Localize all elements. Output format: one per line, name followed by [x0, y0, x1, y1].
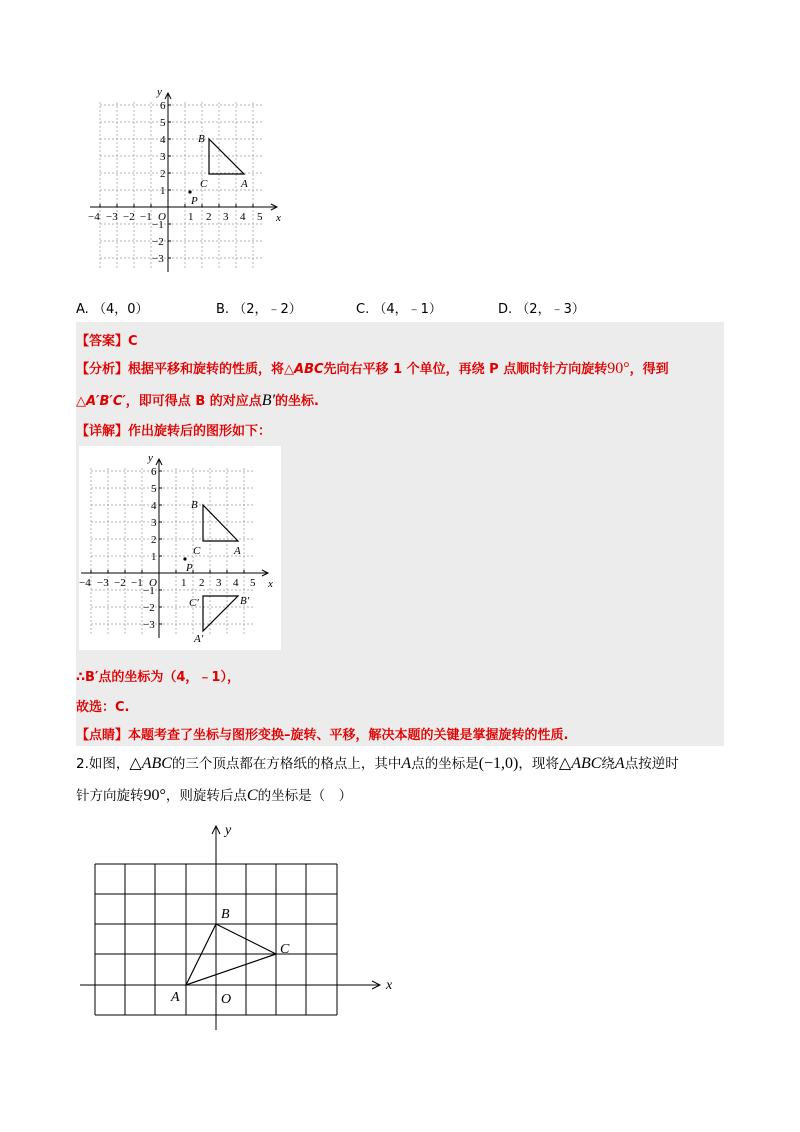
x-tick-label: 4	[233, 577, 239, 589]
detail-line: 【详解】作出旋转后的图形如下：	[76, 424, 272, 439]
label-b-prime: B′	[240, 595, 250, 607]
label-b: B	[191, 499, 198, 511]
triangle-abc	[209, 139, 244, 174]
graph-2	[79, 446, 281, 650]
x-tick-label: 1	[181, 577, 187, 589]
y-tick-label: 4	[151, 500, 157, 512]
x-axis-label: x	[386, 978, 393, 993]
graph-1	[88, 80, 288, 280]
point-p	[183, 557, 186, 560]
label-a: A	[234, 545, 241, 557]
x-tick-label: 2	[199, 577, 205, 589]
x-tick-label: −4	[88, 211, 100, 223]
answer-options	[76, 298, 716, 318]
y-axis-label: y	[157, 86, 162, 98]
y-tick-label: −1	[152, 219, 164, 231]
grid-2	[91, 468, 254, 634]
option-a[interactable]: A. （4，0）	[76, 302, 149, 317]
label-c: C	[280, 942, 290, 957]
y-tick-label: −2	[152, 236, 164, 248]
x-tick-label: 3	[216, 577, 222, 589]
y-tick-label: −3	[152, 253, 164, 265]
y-tick-label: 3	[151, 517, 157, 529]
x-tick-label: 1	[188, 211, 194, 223]
graph-3	[80, 820, 400, 1032]
origin-label: O	[149, 577, 157, 589]
comment-line: 【点睛】本题考查了坐标与图形变换–旋转、平移，解决本题的关键是掌握旋转的性质.	[76, 728, 569, 743]
y-tick-label: 2	[151, 534, 157, 546]
x-tick-label: 3	[223, 211, 229, 223]
label-a: A	[171, 990, 180, 1005]
y-tick-label: 6	[160, 100, 166, 112]
y-axis-label: y	[225, 823, 232, 838]
x-tick-label: 5	[250, 577, 256, 589]
y-tick-label: 1	[151, 551, 157, 563]
y-tick-label: 2	[160, 168, 166, 180]
label-b: B	[221, 907, 230, 922]
x-tick-label: −3	[97, 577, 109, 589]
label-c: C	[200, 178, 208, 190]
x-axis-label: x	[268, 578, 273, 590]
x-tick-label: −2	[123, 211, 135, 223]
x-axis-label: x	[276, 212, 281, 224]
y-tick-label: −1	[143, 585, 155, 597]
x-tick-label: −1	[140, 211, 152, 223]
y-tick-label: 5	[151, 483, 157, 495]
triangle-abc-rotated	[203, 596, 238, 631]
origin-label: O	[158, 211, 166, 223]
y-tick-label: 5	[160, 117, 166, 129]
label-o: O	[221, 992, 232, 1007]
label-c-prime: C′	[189, 597, 199, 609]
question-2-line-1: 2.如图，△ABC的三个顶点都在方格纸的格点上，其中A点的坐标是(−1,0)，现将△ABC绕A点按逆时	[76, 755, 679, 772]
label-b: B	[198, 133, 205, 145]
option-c[interactable]: C. （4，﹣1）	[356, 302, 442, 317]
label-c: C	[193, 545, 201, 557]
x-tick-label: −2	[114, 577, 126, 589]
conclusion-line: ∴B′点的坐标为（4，﹣1），	[76, 670, 240, 685]
y-tick-label: 4	[160, 134, 166, 146]
y-tick-label: −3	[143, 619, 155, 631]
grid-1	[100, 102, 263, 268]
label-a: A	[241, 178, 248, 190]
option-d[interactable]: D. （2，﹣3）	[498, 302, 585, 317]
option-b[interactable]: B. （2，﹣2）	[216, 302, 302, 317]
question-2-line-2: 针方向旋转90°，则旋转后点C的坐标是（ ）	[76, 787, 353, 804]
x-tick-label: −3	[106, 211, 118, 223]
x-tick-label: −4	[79, 577, 91, 589]
x-tick-label: 5	[257, 211, 263, 223]
y-tick-label: 3	[160, 151, 166, 163]
y-tick-label: 1	[160, 185, 166, 197]
point-p	[188, 190, 191, 193]
choose-line: 故选：C.	[76, 700, 130, 715]
answer-line: 【答案】C	[76, 334, 138, 349]
x-tick-label: −1	[131, 577, 143, 589]
y-axis-label: y	[148, 452, 153, 464]
x-tick-label: 4	[240, 211, 246, 223]
analysis-line-1: 【分析】根据平移和旋转的性质，将△ABC先向右平移 1 个单位，再绕 P 点顺时针方向旋转90°，得到	[76, 360, 669, 377]
label-p: P	[186, 562, 193, 574]
y-tick-label: −2	[143, 602, 155, 614]
analysis-line-2: △A′B′C′，即可得点 B 的对应点B′的坐标.	[76, 392, 319, 409]
label-p: P	[191, 195, 198, 207]
label-a-prime: A′	[194, 633, 204, 645]
triangle-abc	[203, 505, 238, 541]
x-tick-label: 2	[206, 211, 212, 223]
y-tick-label: 6	[151, 466, 157, 478]
